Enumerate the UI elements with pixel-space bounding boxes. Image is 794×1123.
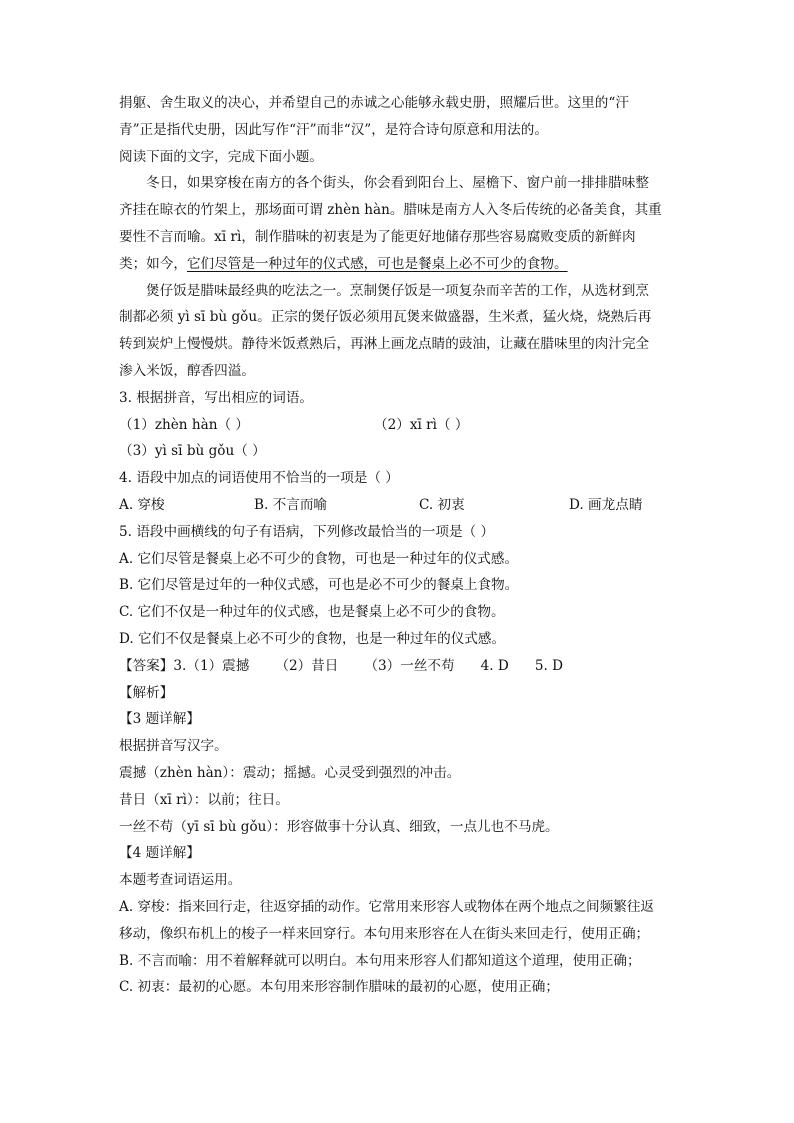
- question-5-stem: 5. 语段中画横线的句子有语病，下列修改最恰当的一项是（ ）: [119, 523, 495, 540]
- answer-3-2: （2）昔日: [275, 657, 339, 674]
- analysis-line: 本题考查词语运用。: [119, 872, 242, 889]
- analysis-line: 昔日（xī rì）：以前；往日。: [119, 791, 289, 808]
- option-c: C. 它们不仅是一种过年的仪式感，也是餐桌上必不可少的食物。: [119, 604, 505, 621]
- option-a: A. 穿梭: [119, 496, 165, 513]
- question-3-item-3: （3）yì sī bù gǒu（ ）: [119, 443, 266, 460]
- question-4-stem: 4. 语段中加点的词语使用不恰当的一项是（ ）: [119, 470, 399, 487]
- analysis-line: B. 不言而喻：用不着解释就可以明白。本句用来形容人们都知道这个道理，使用正确；: [119, 952, 641, 969]
- reading-instruction: 阅读下面的文字，完成下面小题。: [119, 148, 323, 165]
- answer-line: [119, 653, 675, 680]
- option-b: B. 它们尽管是过年的一种仪式感，可也是必不可少的餐桌上食物。: [119, 577, 519, 594]
- answer-3-1: 3.（1）震撼: [173, 657, 250, 674]
- option-b: B. 不言而喻: [254, 496, 328, 513]
- question-3-item-1: （1）zhèn hàn（ ）: [119, 416, 249, 433]
- text-line: 青”正是指代史册，因此写作“汗”而非“汉”，是符合诗句原意和用法的。: [119, 121, 548, 138]
- passage-line: 冬日，如果穿梭在南方的各个街头，你会看到阳台上、屋檐下、窗户前一排排腊味整: [146, 175, 649, 192]
- question-3-stem: 3. 根据拼音，写出相应的词语。: [119, 389, 314, 406]
- analysis-line: 移动，像织布机上的梭子一样来回穿行。本句用来形容在人在街头来回走行，使用正确；: [119, 925, 650, 942]
- answer-4: 4. D: [480, 657, 509, 674]
- analysis-line: 根据拼音写汉字。: [119, 738, 228, 755]
- passage-line: 要性不言而喻。xī rì，制作腊味的初衷是为了能更好地储存那些容易腐败变质的新鲜肉: [119, 228, 636, 245]
- answer-5: 5. D: [534, 657, 564, 674]
- analysis-line: C. 初衷：最初的心愿。本句用来形容制作腊味的最初的心愿，使用正确；: [119, 979, 559, 996]
- q4-analysis-title: 【4 题详解】: [119, 845, 200, 862]
- option-d: D. 它们不仅是餐桌上必不可少的食物，也是一种过年的仪式感。: [119, 630, 506, 647]
- document-body: [119, 90, 675, 1001]
- question-3-item-2: （2）xī rì（ ）: [374, 416, 469, 433]
- analysis-line: A. 穿梭：指来回行走，往返穿插的动作。它常用来形容人或物体在两个地点之间频繁往返: [119, 898, 655, 915]
- q3-analysis-title: 【3 题详解】: [119, 711, 200, 728]
- passage-line: 渗入米饭，醇香四溢。: [119, 362, 255, 379]
- option-c: C. 初衷: [419, 496, 465, 513]
- passage-line: 转到炭炉上慢慢烘。静待米饭煮熟后，再淋上画龙点睛的豉油，让藏在腊味里的肉汁完全: [119, 336, 650, 353]
- option-d: D. 画龙点睛: [569, 496, 643, 513]
- passage-line: 煲仔饭是腊味最经典的吃法之一。烹制煲仔饭是一项复杂而辛苦的工作，从选材到烹: [146, 282, 649, 299]
- question-4-options: [119, 492, 675, 519]
- analysis-label: 【解析】: [119, 684, 174, 701]
- text-line: 捐躯、舍生取义的决心，并希望自己的赤诚之心能够永载史册，照耀后世。这里的“汗: [119, 95, 629, 111]
- passage-line: [119, 251, 675, 278]
- passage-line: 制都必须 yì sī bù gǒu。正宗的煲仔饭必须用瓦煲来做盛器，生米煮，猛火烧，烧熟后再: [119, 309, 652, 326]
- answer-3-3: （3）一丝不苟: [364, 657, 455, 674]
- passage-line: 齐挂在晾衣的竹架上，那场面可谓 zhèn hàn。腊味是南方人入冬后传统的必备美食，其重: [119, 202, 662, 219]
- passage-text: 类；如今，: [119, 255, 187, 272]
- analysis-line: 一丝不苟（yī sī bù gǒu）：形容做事十分认真、细致，一点儿也不马虎。: [119, 818, 559, 835]
- underlined-sentence: 它们尽管是一种过年的仪式感，可也是餐桌上必不可少的食物。: [186, 255, 568, 272]
- option-a: A. 它们尽管是餐桌上必不可少的食物，可也是一种过年的仪式感。: [119, 550, 519, 567]
- analysis-line: 震撼（zhèn hàn）：震动；摇撼。心灵受到强烈的冲击。: [119, 764, 461, 781]
- answer-label: 【答案】: [119, 657, 174, 674]
- question-3-items: [119, 412, 675, 439]
